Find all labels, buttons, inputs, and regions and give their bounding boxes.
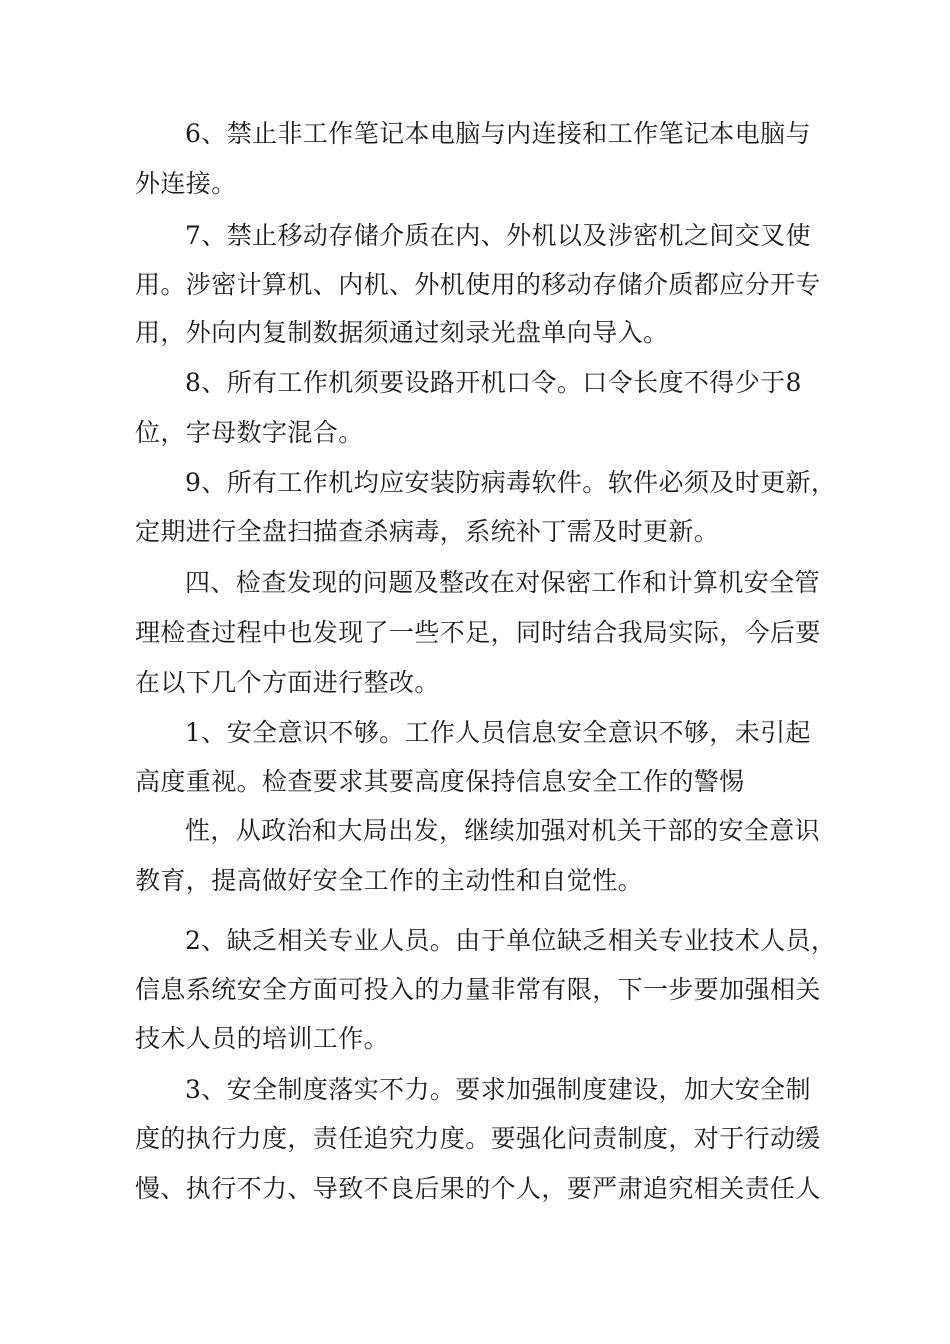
paragraph-line: 技术人员的培训工作。 [135, 1024, 390, 1053]
paragraph-line: 四、检查发现的问题及整改在对保密工作和计算机安全管 [185, 568, 821, 597]
paragraph-line: 3、安全制度落实不力。要求加强制度建设，加大安全制 [185, 1075, 811, 1104]
paragraph-line: 8、所有工作机须要设路开机口令。口令长度不得少于8 [185, 368, 802, 397]
paragraph-line: 用，外向内复制数据须通过刻录光盘单向导入。 [135, 318, 669, 347]
paragraph-line: 1、安全意识不够。工作人员信息安全意识不够，未引起 [185, 718, 811, 747]
paragraph-line: 9、所有工作机均应安装防病毒软件。软件必须及时更新， [185, 468, 837, 497]
paragraph-line: 7、禁止移动存储介质在内、外机以及涉密机之间交叉使 [185, 221, 811, 250]
paragraph-line: 教育，提高做好安全工作的主动性和自觉性。 [135, 866, 644, 895]
paragraph-line: 高度重视。检查要求其要高度保持信息安全工作的警惕 [135, 767, 745, 796]
paragraph-line: 外连接。 [135, 169, 237, 198]
paragraph-line: 位，字母数字混合。 [135, 418, 364, 447]
paragraph-line: 度的执行力度，责任追究力度。要强化问责制度，对于行动缓 [135, 1124, 821, 1153]
paragraph-line: 定期进行全盘扫描查杀病毒，系统补丁需及时更新。 [135, 517, 720, 546]
paragraph-line: 用。涉密计算机、内机、外机使用的移动存储介质都应分开专 [135, 270, 821, 299]
paragraph-line: 信息系统安全方面可投入的力量非常有限，下一步要加强相关 [135, 975, 821, 1004]
paragraph-line: 性，从政治和大局出发，继续加强对机关干部的安全意识 [185, 816, 821, 845]
paragraph-line: 理检查过程中也发现了一些不足，同时结合我局实际，今后要 [135, 618, 821, 647]
paragraph-line: 在以下几个方面进行整改。 [135, 668, 440, 697]
paragraph-line: 慢、执行不力、导致不良后果的个人，要严肃追究相关责任人 [135, 1174, 821, 1203]
paragraph-line: 2、缺乏相关专业人员。由于单位缺乏相关专业技术人员， [185, 926, 837, 955]
paragraph-line: 6、禁止非工作笔记本电脑与内连接和工作笔记本电脑与 [185, 119, 811, 148]
